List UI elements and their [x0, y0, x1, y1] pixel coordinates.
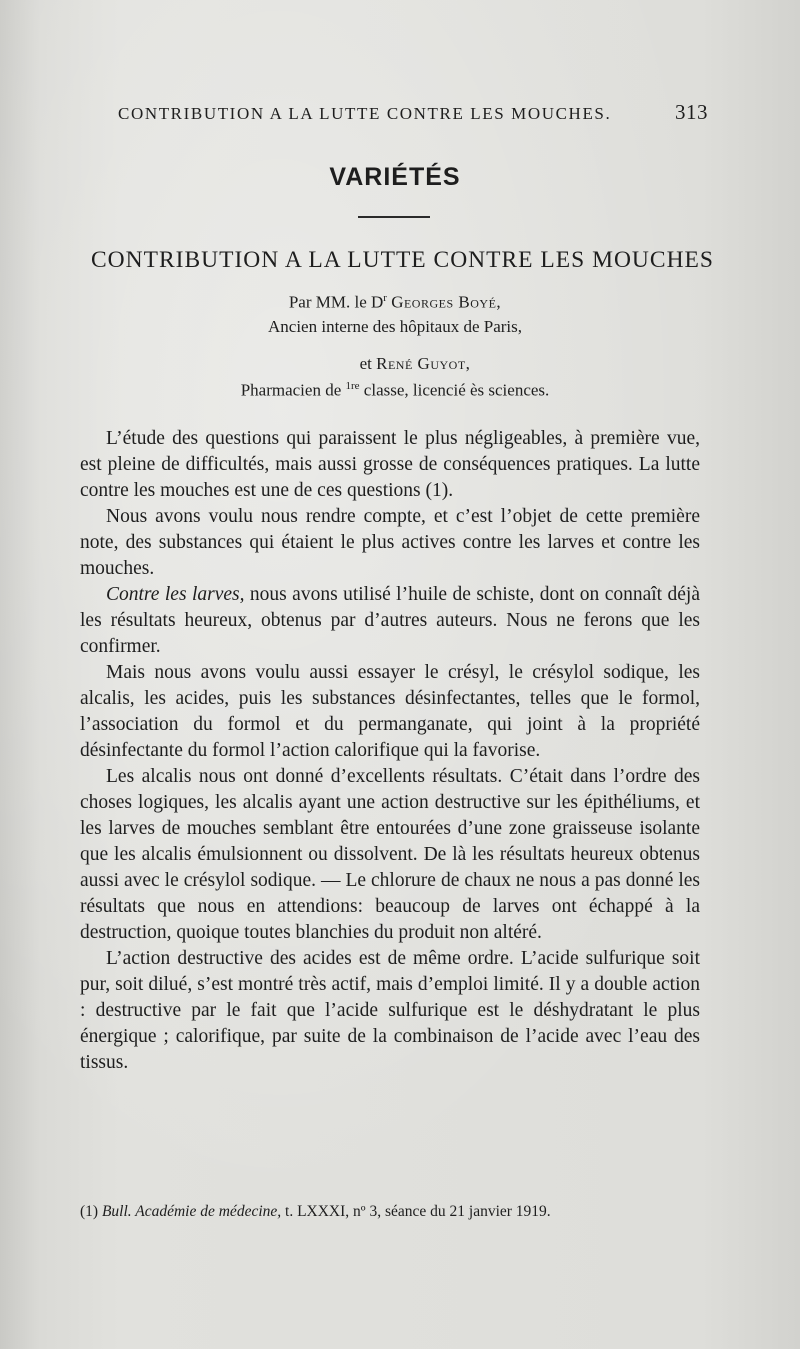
- paragraph: L’action destructive des acides est de même ordre. L’acide sulfurique soit pur, soit dilué, s’est montré très actif, mais d’emploi limité. Il y a double action : destructive par le fait que l’acide sulfurique est le déshydratant le plus énergique ; calorifique, par suite de la combinaison de l’acide avec l’eau des tissus.: [80, 948, 700, 1073]
- paragraph: Contre les larves, nous avons utilisé l’huile de schiste, dont on connaît déjà les résultats heureux, obtenus par d’autres auteurs. Nous ne ferons que les confirmer.: [80, 584, 700, 657]
- footnote: [80, 1201, 700, 1223]
- page-number: 313: [675, 100, 708, 124]
- footnote-marker: (1): [80, 1203, 99, 1220]
- byline-affiliation-2: Pharmacien de $^{1re}$ classe, licencié ès sciences.: [240, 380, 550, 400]
- footnote-details: t. LXXXI, nº 3, séance du 21 janvier 1919.: [281, 1203, 551, 1220]
- paragraph: Mais nous avons voulu aussi essayer le crésyl, le crésylol sodique, les alcalis, les acides, puis les substances désinfectantes, telles que le formol, l’association du formol et du permanganate, qui joint à la propriété désinfectante du formol l’action calorifique qui la favorise.: [80, 662, 700, 761]
- byline-second-author: et René Guyot,: [359, 354, 471, 373]
- author-name-boye: Georges Boyé,: [391, 292, 502, 312]
- paragraph: Les alcalis nous ont donné d’excellents résultats. C’était dans l’ordre des choses logiques, les alcalis ayant une action destructive sur les épithéliums, et les larves de mouches semblant être entourées d’une zone graisseuse isolante que les alcalis émulsionnent ou dissolvent. De là les résultats heureux obtenus aussi avec le crésylol sodique. — Le chlorure de chaux ne nous a pas donné les résultats que nous en attendions: beaucoup de larves ont échappé à la destruction, quoique toutes blanchies du produit non altéré.: [80, 766, 700, 943]
- running-title: CONTRIBUTION A LA LUTTE CONTRE LES MOUCHES.: [118, 104, 612, 123]
- running-header: [118, 100, 708, 125]
- article-title: CONTRIBUTION A LA LUTTE CONTRE LES MOUCHES: [91, 247, 714, 273]
- byline-authors: Par MM. le $D^r$ Georges Boyé,: [288, 292, 502, 312]
- paragraph: Nous avons voulu nous rendre compte, et c’est l’objet de cette première note, des substances qui étaient le plus actives contre les larves et contre les mouches.: [80, 506, 700, 579]
- title-divider: [358, 216, 430, 218]
- footnote-source: Bull. Académie de médecine,: [101, 1203, 282, 1220]
- article-body: [80, 426, 700, 1076]
- paragraph: L’étude des questions qui paraissent le plus négligeables, à première vue, est pleine de difficultés, mais aussi grosse de conséquences pratiques. La lutte contre les mouches est une de ces questions (1).: [80, 428, 700, 501]
- section-title: VARIÉTÉS: [329, 163, 461, 191]
- byline-affiliation-1: Ancien interne des hôpitaux de Paris,: [268, 317, 522, 336]
- author-name-guyot: René Guyot,: [376, 354, 471, 373]
